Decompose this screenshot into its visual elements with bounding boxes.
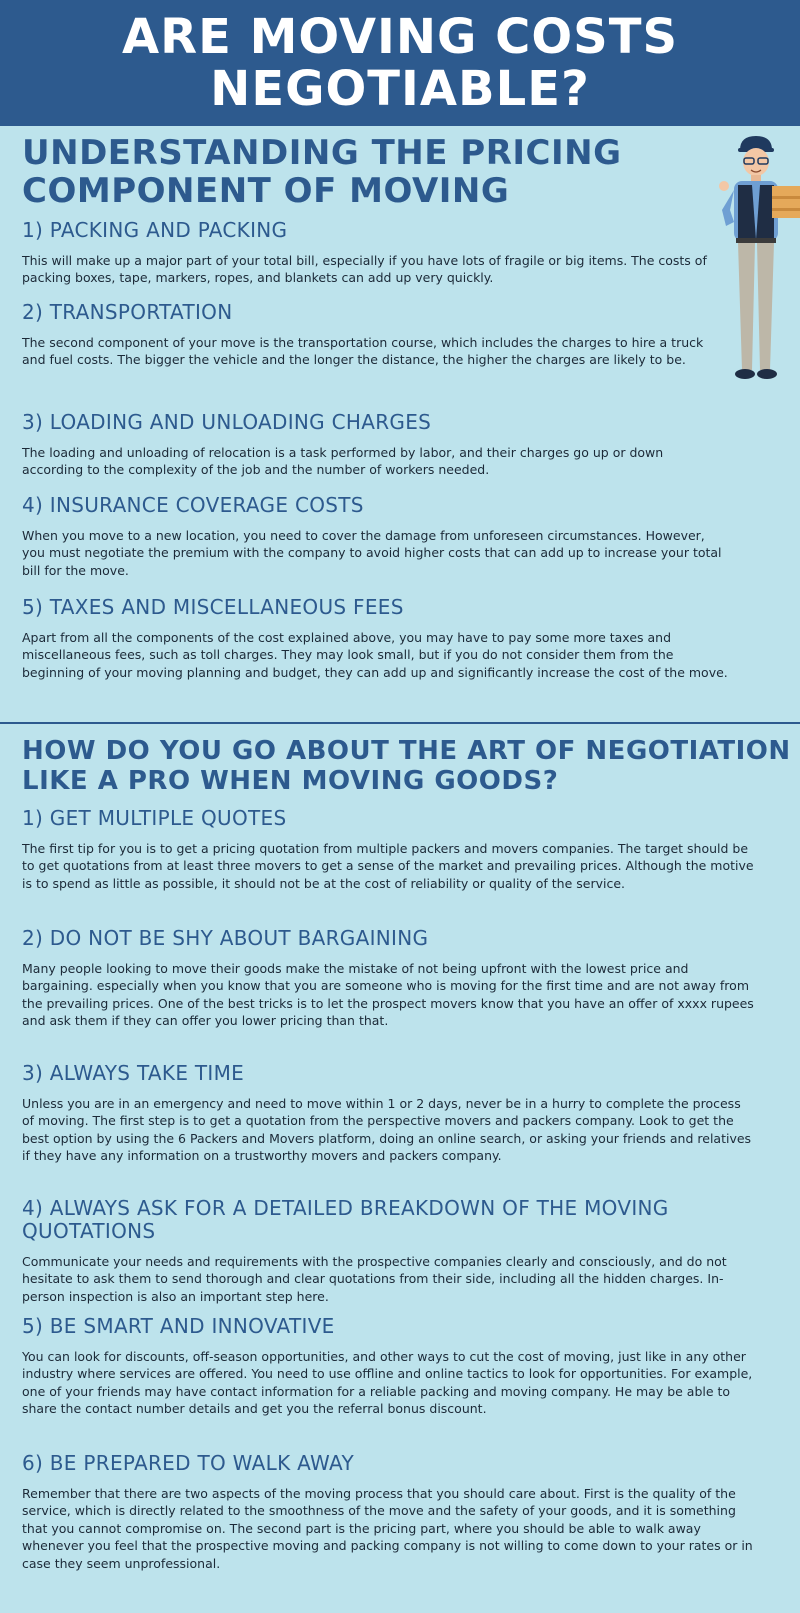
left-arm bbox=[722, 190, 734, 226]
pricing-item-heading: 1) PACKING AND PACKING bbox=[22, 218, 288, 242]
mover-illustration bbox=[716, 130, 800, 390]
negotiation-item-text: The first tip for you is to get a pricing quotation from multiple packers and movers companies. The target should be to get quotations from at least three movers to get a sense of the market and prevailing prices. Although the motive is to spend as little as possible, it should not be at the cost of reliability or quality of the service. bbox=[22, 841, 754, 891]
negotiation-item-text: Communicate your needs and requirements with the prospective companies clearly and consciously, and do not hesitate to ask them to send thorough and clear quotations from their side, including all the hidden charges. In-person inspection is also an important step here. bbox=[22, 1254, 727, 1304]
negotiation-item-text: Unless you are in an emergency and need to move within 1 or 2 days, never be in a hurry to complete the process of moving. The first step is to get a quotation from the perspective movers and packers company. Look to get the best option by using the 6 Packers and Movers platform, doing an online search, or asking your friends and relatives if they have any information on a trustworthy movers and packers company. bbox=[22, 1096, 752, 1164]
negotiation-item bbox=[22, 1062, 756, 1165]
page-title: ARE MOVING COSTS NEGOTIABLE? bbox=[121, 9, 679, 117]
negotiation-item-heading: 3) ALWAYS TAKE TIME bbox=[22, 1061, 245, 1085]
left-leg bbox=[738, 243, 755, 370]
box-tape-2 bbox=[772, 208, 800, 211]
cap-shape bbox=[740, 136, 772, 150]
pricing-item bbox=[22, 494, 728, 579]
negotiation-item bbox=[22, 1315, 756, 1418]
negotiation-item bbox=[22, 1197, 756, 1305]
pricing-item-heading: 2) TRANSPORTATION bbox=[22, 300, 233, 324]
negotiation-item-heading: 2) DO NOT BE SHY ABOUT BARGAINING bbox=[22, 926, 429, 950]
pricing-item-text: The second component of your move is the transportation course, which includes the charges to hire a truck and fuel costs. The bigger the vehicle and the longer the distance, the higher the charges are likely to be. bbox=[22, 335, 704, 368]
pricing-item-text: This will make up a major part of your total bill, especially if you have lots of fragile or big items. The costs of packing boxes, tape, markers, ropes, and blankets can add up very quickly. bbox=[22, 253, 707, 286]
pricing-item bbox=[22, 301, 728, 369]
header-banner bbox=[0, 0, 800, 126]
negotiation-item bbox=[22, 807, 756, 892]
left-shoe bbox=[735, 369, 755, 379]
negotiation-item-heading: 1) GET MULTIPLE QUOTES bbox=[22, 806, 287, 830]
negotiation-item-text: Many people looking to move their goods make the mistake of not being upfront with the lowest price and bargaining. especially when you know that you are someone who is moving for the first time and are not away from the prevailing prices. One of the best tricks is to let the prospect movers know that you have an offer of xxxx rupees and ask them if they can offer you lower pricing than that. bbox=[22, 961, 754, 1029]
pricing-item-heading: 4) INSURANCE COVERAGE COSTS bbox=[22, 493, 364, 517]
negotiation-item-text: Remember that there are two aspects of the moving process that you should care about. First is the quality of the service, which is directly related to the smoothness of the move and the safety of your goods, and it is something that you cannot compromise on. The second part is the pricing part, where you should be able to walk away whenever you feel that the prospective moving and packing company is not willing to come down to your rates or in case they seem unprofessional. bbox=[22, 1486, 753, 1571]
negotiation-item-heading: 4) ALWAYS ASK FOR A DETAILED BREAKDOWN OF THE MOVING QUOTATIONS bbox=[22, 1196, 669, 1243]
left-hand bbox=[719, 181, 729, 191]
section-divider bbox=[0, 722, 800, 724]
pricing-item bbox=[22, 596, 728, 681]
neck bbox=[751, 175, 761, 181]
negotiation-item-heading: 6) BE PREPARED TO WALK AWAY bbox=[22, 1451, 354, 1475]
belt bbox=[736, 238, 776, 243]
pricing-item-heading: 5) TAXES AND MISCELLANEOUS FEES bbox=[22, 595, 404, 619]
pricing-item bbox=[22, 219, 728, 287]
negotiation-section-title: HOW DO YOU GO ABOUT THE ART OF NEGOTIATION LIKE A PRO WHEN MOVING GOODS? bbox=[22, 736, 791, 796]
pricing-item-text: The loading and unloading of relocation is a task performed by labor, and their charges go up or down according to the complexity of the job and the number of workers needed. bbox=[22, 445, 664, 478]
pricing-item-heading: 3) LOADING AND UNLOADING CHARGES bbox=[22, 410, 432, 434]
pricing-item bbox=[22, 411, 728, 479]
negotiation-item bbox=[22, 927, 756, 1030]
pricing-section-title: UNDERSTANDING THE PRICING COMPONENT OF MOVING bbox=[22, 133, 622, 211]
box-tape bbox=[772, 196, 800, 199]
right-shoe bbox=[757, 369, 777, 379]
pricing-item-text: Apart from all the components of the cost explained above, you may have to pay some more taxes and miscellaneous fees, such as toll charges. They may look small, but if you do not consider them from the beginning of your moving planning and budget, they can add up and significantly increase the cost of the move. bbox=[22, 630, 728, 680]
negotiation-item bbox=[22, 1452, 756, 1572]
negotiation-item-heading: 5) BE SMART AND INNOVATIVE bbox=[22, 1314, 335, 1338]
negotiation-item-text: You can look for discounts, off-season opportunities, and other ways to cut the cost of moving, just like in any other industry where services are offered. You need to use offline and online tactics to look for opportunities. For example, one of your friends may have contact information for a reliable packing and moving company. He may be able to share the contact number details and get you the referral bonus discount. bbox=[22, 1349, 753, 1417]
box bbox=[772, 186, 800, 218]
right-leg bbox=[757, 243, 774, 370]
pricing-item-text: When you move to a new location, you need to cover the damage from unforeseen circumstances. However, you must negotiate the premium with the company to avoid higher costs that can add up to increase your total bill for the move. bbox=[22, 528, 722, 578]
